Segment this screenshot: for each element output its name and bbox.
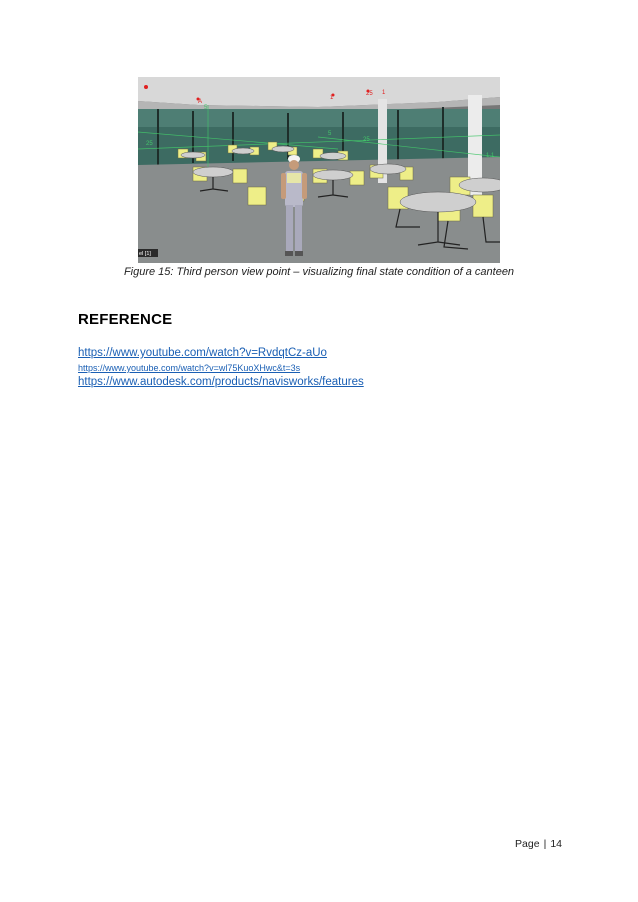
viewport-label: el [1] (139, 251, 151, 257)
overlay-label: A (198, 99, 203, 105)
canteen-scene (138, 77, 500, 263)
page-label: Page (515, 838, 540, 850)
figure-caption: Figure 15: Third person view point – visualizing final state condition of a canteen (123, 266, 515, 278)
overlay-label: 1 (382, 90, 386, 96)
overlay-label: 5 (328, 131, 332, 137)
reference-link[interactable]: https://www.autodesk.com/products/navisworks/features (78, 376, 364, 388)
overlay-label: 25 (146, 141, 153, 147)
overlay-label: 1 (330, 95, 334, 101)
reference-link[interactable]: https://www.youtube.com/watch?v=wl75KuoXHwc&t=3s (78, 363, 301, 373)
section-heading: REFERENCE (78, 311, 173, 328)
overlay-label: 25 (363, 137, 370, 143)
page-footer (515, 838, 562, 850)
reference-link[interactable]: https://www.youtube.com/watch?v=RvdqtCz-aUo (78, 347, 327, 359)
overlay-label: 1.1 (486, 153, 495, 159)
page-number: 14 (550, 838, 562, 850)
canteen-3d-screenshot (138, 77, 500, 263)
reference-list (78, 346, 364, 390)
overlay-label: 5 (204, 105, 208, 111)
overlay-label: 25 (366, 91, 373, 97)
page-separator: | (543, 838, 547, 850)
